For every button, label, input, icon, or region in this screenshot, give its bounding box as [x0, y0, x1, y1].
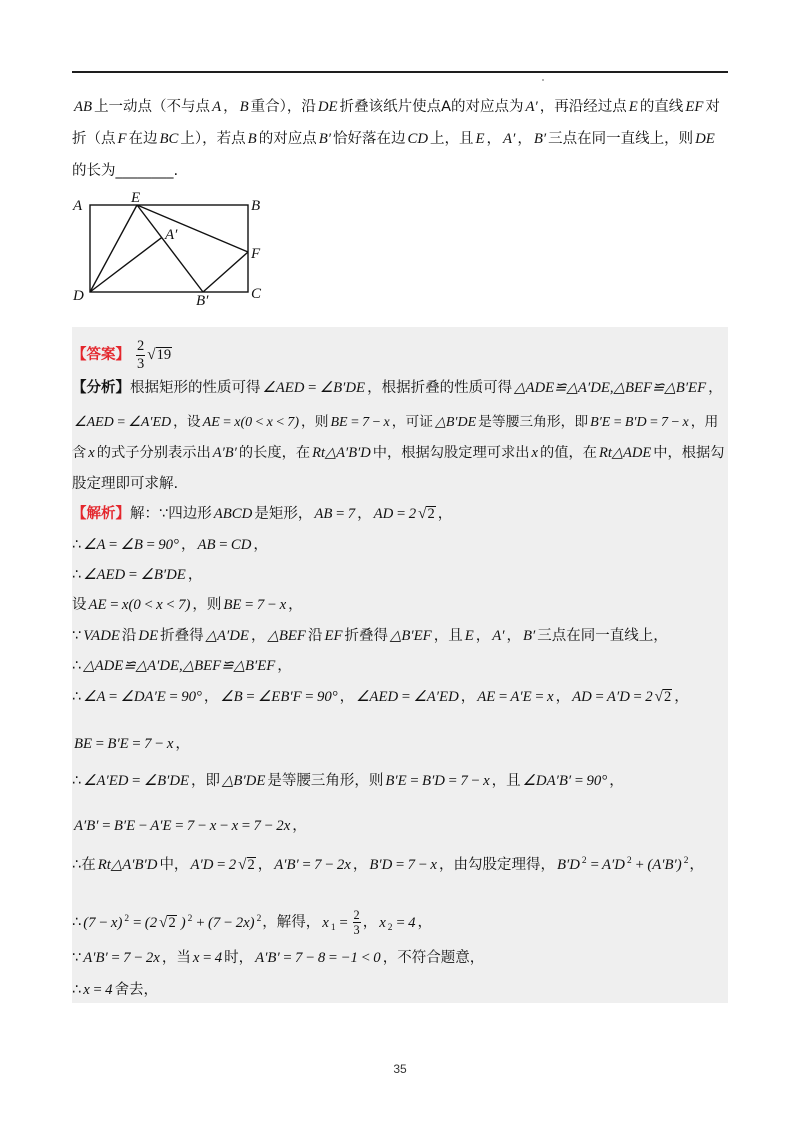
text-run: ，: [475, 628, 491, 644]
math-expression: VADE: [83, 628, 120, 644]
math-expression: B′E = B′D = 7 − x: [590, 415, 689, 430]
text-run: ，当: [161, 950, 191, 966]
solution-line: [72, 564, 202, 586]
text-run: ∵: [72, 950, 82, 966]
math-expression: + (A′B′): [634, 857, 682, 873]
fraction: [136, 338, 145, 372]
solution-line: [72, 686, 689, 708]
text-run: ∴: [72, 914, 82, 931]
math-expression: ∠A = ∠DA′E = 90°: [83, 689, 202, 705]
analysis-line: [72, 442, 725, 464]
radical-sign: √: [147, 346, 156, 364]
fraction: [353, 908, 361, 937]
math-expression: ∠AED = ∠A′ED: [356, 689, 459, 705]
math-expression: = A′D: [589, 857, 625, 873]
text-run: ，: [357, 506, 372, 522]
text-run: 中，: [159, 857, 189, 873]
math-expression: ABCD: [213, 506, 253, 522]
label-E: E: [131, 190, 141, 206]
text-run: ，: [203, 689, 219, 705]
math-expression: x: [322, 914, 329, 931]
solution-line: [72, 854, 704, 876]
superscript: 2: [187, 913, 193, 924]
math-expression: ∠DA′B′ = 90°: [522, 773, 608, 789]
text-run: 股定理即可求解.: [72, 476, 179, 492]
text-run: ，: [517, 131, 532, 147]
text-run: ，可证: [391, 414, 434, 430]
superscript: 2: [626, 855, 632, 866]
label-B: B: [251, 198, 261, 214]
math-expression: = 4: [395, 914, 416, 931]
math-expression: AE = x(0 < x < 7): [88, 597, 191, 613]
fraction-numerator: 2: [353, 908, 360, 922]
analysis-line: [72, 473, 178, 495]
math-expression: x = 4: [83, 982, 113, 998]
square-root: [418, 503, 436, 525]
solution-line: [72, 979, 158, 1001]
math-expression: ∠A = ∠B = 90°: [83, 537, 179, 553]
math-expression: AD = A′D = 2: [572, 689, 653, 705]
label-A: A: [73, 198, 83, 214]
text-run: ，: [257, 857, 273, 873]
superscript: 2: [683, 855, 689, 866]
math-expression: △B′DE: [222, 773, 266, 789]
text-run: ，则: [192, 597, 222, 613]
text-run: ，: [609, 773, 624, 789]
solution-line: [72, 594, 303, 616]
segment-FB-prime: [203, 252, 248, 292]
text-run: 在边: [128, 131, 158, 147]
math-expression: x: [88, 445, 95, 461]
subscript: 2: [387, 922, 393, 933]
math-expression: △B′EF: [390, 628, 432, 644]
radical-sign: √: [418, 505, 427, 522]
math-expression: A′B′ = 7 − 2x: [83, 950, 160, 966]
text-run: 根据矩形的性质可得: [130, 380, 261, 396]
math-expression: =: [338, 914, 349, 931]
text-run: 时，: [224, 950, 254, 966]
math-expression: A′: [492, 628, 505, 644]
math-expression: A′: [525, 99, 538, 115]
subscript: 1: [330, 922, 336, 933]
math-expression: A′B′ = 7 − 8 = −1 < 0: [255, 950, 381, 966]
text-run: 折叠得: [160, 628, 204, 644]
text-run: 的直线: [639, 99, 684, 115]
text-run: 上），若点: [180, 131, 246, 147]
answer-line: [72, 338, 174, 372]
solution-line: [72, 503, 452, 525]
text-run: 的长度，在: [238, 445, 311, 461]
text-run: 折叠该纸片使点A的对应点为: [339, 99, 524, 115]
text-run: 折叠得: [344, 628, 388, 644]
math-expression: E: [475, 131, 485, 147]
text-run: ，: [277, 658, 292, 674]
math-expression: B′D = 7 − x: [369, 857, 437, 873]
text-run: ∴: [72, 658, 82, 674]
math-expression: EF: [324, 628, 343, 644]
math-expression: (7 − x): [83, 914, 123, 931]
math-expression: BE = 7 − x: [330, 415, 390, 430]
math-expression: B′: [533, 131, 547, 147]
math-expression: = (2: [132, 914, 158, 931]
math-expression: A′: [503, 131, 516, 147]
math-expression: E: [464, 628, 474, 644]
text-run: 的长为________.: [72, 163, 179, 179]
text-run: ，: [362, 914, 378, 931]
text-run: ，不符合题意，: [382, 950, 485, 966]
math-expression: B′: [523, 628, 536, 644]
text-run: ，即: [191, 773, 221, 789]
square-root: [655, 686, 673, 708]
math-expression: Rt△A′B′D: [312, 445, 371, 461]
math-expression: BC: [159, 131, 179, 147]
label-B-prime: B′: [196, 293, 209, 309]
math-expression: △A′DE: [205, 628, 249, 644]
text-run: ∴在: [72, 857, 96, 873]
text-run: 的式子分别表示出: [96, 445, 211, 461]
math-expression: DE: [317, 99, 338, 115]
label-A-prime: A′: [165, 227, 178, 243]
solution-line: [72, 733, 190, 755]
label-C: C: [251, 286, 262, 302]
text-run: ，再沿经过点: [539, 99, 627, 115]
math-expression: △BEF: [267, 628, 306, 644]
square-root: [238, 854, 256, 876]
page-number: 35: [393, 1062, 407, 1076]
math-expression: B′E = B′D = 7 − x: [385, 773, 490, 789]
math-expression: + (7 − 2x): [195, 914, 255, 931]
text-run: ，设: [173, 414, 201, 430]
text-run: ∴: [72, 982, 82, 998]
solution-line: [72, 815, 307, 837]
solution-line: [72, 534, 268, 556]
analysis-line: [72, 377, 723, 399]
math-expression: ∠AED = ∠B′DE: [262, 380, 366, 396]
fraction-denominator: 3: [353, 923, 360, 938]
math-expression: BE = B′E = 7 − x: [74, 736, 174, 752]
problem-line: [72, 96, 720, 118]
solution-line: [72, 947, 484, 969]
math-expression: △B′DE: [435, 415, 477, 430]
text-run: ，解得，: [262, 914, 321, 931]
square-root: [147, 344, 172, 366]
text-run: 的值，在: [539, 445, 597, 461]
text-run: 中，根据勾: [653, 445, 725, 461]
radicand: 2: [247, 857, 255, 873]
radicand: 2: [427, 506, 435, 522]
math-expression: A′B′ = B′E − A′E = 7 − x − x = 7 − 2x: [74, 818, 291, 834]
text-run: 沿: [121, 628, 137, 644]
radicand: 2: [663, 689, 672, 705]
math-expression: Rt△A′B′D: [97, 857, 158, 873]
text-run: ，则: [300, 414, 329, 430]
math-expression: B′D: [556, 857, 580, 873]
text-run: ，: [292, 818, 307, 834]
radicand: 2: [168, 914, 176, 931]
geometry-figure: [60, 185, 275, 312]
text-run: 中，根据勾股定理可求出: [372, 445, 530, 461]
text-run: 是矩形，: [254, 506, 313, 522]
text-run: ，: [250, 628, 266, 644]
math-expression: x: [379, 914, 386, 931]
header-rule: [72, 71, 728, 73]
text-run: ，: [253, 537, 268, 553]
section-label: 【解析】: [72, 506, 130, 522]
text-run: 设: [72, 597, 87, 613]
math-expression: ∠A′ED = ∠B′DE: [83, 773, 190, 789]
math-expression: AE = x(0 < x < 7): [202, 415, 299, 430]
radical-sign: √: [238, 856, 247, 873]
segment-DA-prime: [90, 238, 162, 292]
text-run: 对: [705, 99, 720, 115]
math-expression: DE: [695, 131, 715, 147]
math-expression: A: [212, 99, 222, 115]
text-run: ，: [460, 689, 476, 705]
math-expression: B: [239, 99, 249, 115]
text-run: 三点在同一直线上，: [537, 628, 668, 644]
math-expression: x = 4: [192, 950, 223, 966]
text-run: ，: [437, 506, 453, 522]
text-run: ，: [339, 689, 355, 705]
math-expression: EF: [685, 99, 704, 115]
math-expression: Rt△ADE: [598, 445, 652, 461]
math-expression: AE = A′E = x: [477, 689, 554, 705]
math-expression: B: [247, 131, 257, 147]
text-run: ，: [223, 99, 238, 115]
segment-ED: [90, 205, 137, 292]
text-run: ，用: [690, 414, 719, 430]
segment-EF: [137, 205, 248, 252]
math-expression: A′B′ = 7 − 2x: [274, 857, 351, 873]
math-expression: CD: [407, 131, 429, 147]
math-expression: F: [117, 131, 127, 147]
text-run: ，: [674, 689, 689, 705]
math-expression: x: [531, 445, 538, 461]
label-F: F: [251, 246, 261, 262]
math-expression: AB = 7: [314, 506, 356, 522]
math-expression: AB = CD: [197, 537, 252, 553]
math-expression: B′: [318, 131, 331, 147]
text-run: ，: [352, 857, 368, 873]
label-D: D: [73, 288, 84, 304]
problem-line: [72, 128, 717, 150]
radical-sign: √: [654, 688, 663, 705]
analysis-line: [72, 411, 718, 433]
text-run: 是等腰三角形，即: [478, 414, 589, 430]
math-expression: AD = 2: [373, 506, 417, 522]
radical-sign: √: [159, 913, 168, 931]
text-run: ，且: [491, 773, 521, 789]
text-run: ，: [506, 628, 521, 644]
math-expression: ): [180, 914, 186, 931]
solution-line: [72, 770, 624, 792]
solution-line: [72, 908, 433, 938]
text-run: 折（点: [72, 131, 116, 147]
text-run: 含: [72, 445, 87, 461]
text-run: 解：∵四边形: [130, 506, 212, 522]
math-expression: ∠AED = ∠B′DE: [83, 567, 186, 583]
math-expression: △ADE≌△A′DE,△BEF≌△B′EF: [83, 658, 276, 674]
text-run: 上，且: [430, 131, 474, 147]
square-root: [159, 912, 177, 934]
text-run: ∴: [72, 567, 82, 583]
math-expression: ∠B = ∠EB′F = 90°: [220, 689, 338, 705]
text-run: ，: [689, 857, 704, 873]
section-label: 【答案】: [72, 347, 130, 364]
math-expression: E: [628, 99, 638, 115]
math-expression: DE: [138, 628, 159, 644]
text-run: ，: [175, 736, 190, 752]
solution-line: [72, 625, 668, 647]
superscript: 2: [581, 855, 587, 866]
fraction-numerator: 2: [137, 338, 145, 354]
math-expression: A′B′: [212, 445, 237, 461]
radicand: 19: [156, 347, 172, 364]
text-run: ∴: [72, 537, 82, 553]
fraction-denominator: 3: [137, 355, 145, 372]
section-label: 【分析】: [72, 380, 130, 396]
superscript: 2: [124, 913, 130, 924]
text-run: 是等腰三角形，则: [267, 773, 384, 789]
text-run: ∴: [72, 689, 82, 705]
text-run: ，: [417, 914, 433, 931]
text-run: ，根据折叠的性质可得: [367, 380, 513, 396]
problem-line: [72, 160, 178, 182]
text-run: ，且: [433, 628, 463, 644]
math-expression: BE = 7 − x: [223, 597, 287, 613]
text-run: ∴: [72, 773, 82, 789]
text-run: 重合），沿: [250, 99, 316, 115]
text-run: 沿: [307, 628, 323, 644]
text-run: ，由勾股定理得，: [438, 857, 555, 873]
superscript: 2: [256, 913, 262, 924]
text-run: 舍去，: [114, 982, 159, 998]
solution-line: [72, 655, 292, 677]
text-run: ，: [187, 567, 203, 583]
text-run: ，: [708, 380, 723, 396]
text-run: 上一动点（不与点: [94, 99, 211, 115]
text-run: 三点在同一直线上，则: [548, 131, 694, 147]
math-expression: △ADE≌△A′DE,△BEF≌△B′EF: [514, 380, 707, 396]
text-run: ，: [486, 131, 502, 147]
text-run: ，: [555, 689, 571, 705]
math-expression: AB: [74, 99, 93, 115]
math-expression: ∠AED = ∠A′ED: [74, 415, 172, 430]
math-expression: A′D = 2: [190, 857, 237, 873]
text-run: 恰好落在边: [332, 131, 406, 147]
text-run: ∵: [72, 628, 82, 644]
header-mark: [542, 79, 544, 81]
text-run: 的对应点: [258, 131, 317, 147]
text-run: ，: [180, 537, 196, 553]
text-run: ，: [288, 597, 303, 613]
